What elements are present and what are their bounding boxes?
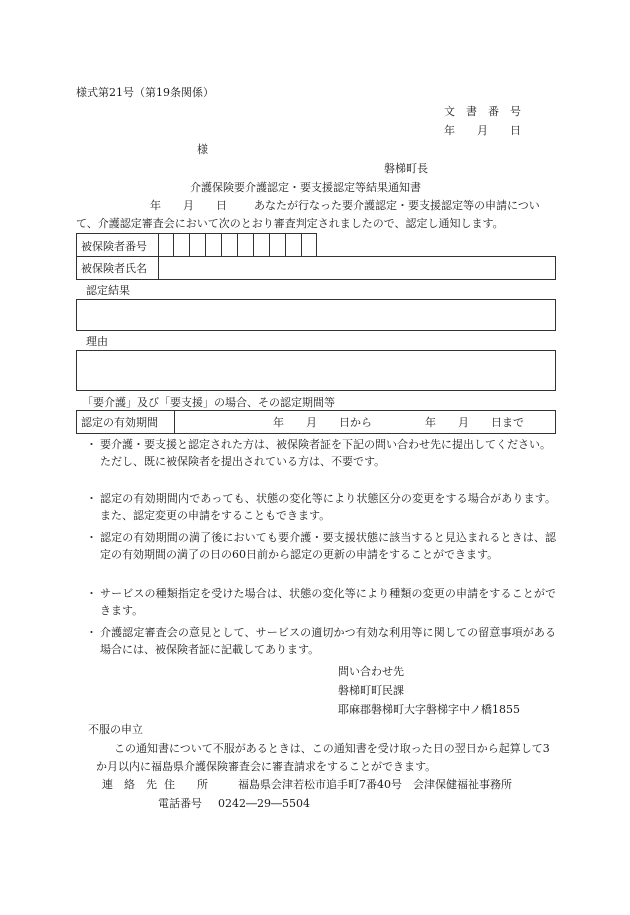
issuer-name: 磐梯町長 <box>384 162 428 175</box>
insured-number-digit[interactable] <box>238 234 254 257</box>
note-item <box>86 586 556 619</box>
note-subtext: ただし、既に被保険者を提出されている方は、不要です。 <box>100 454 386 468</box>
validity-period-row <box>76 410 556 434</box>
form-number: 様式第21号（第19条関係） <box>76 86 214 99</box>
validity-from: 年 月 日から <box>273 416 372 429</box>
phone-label: 電話番号 <box>158 797 202 810</box>
certification-result-label: 認定結果 <box>86 284 130 297</box>
contact-label: 問い合わせ先 <box>338 665 404 678</box>
insured-name-label: 被保険者氏名 <box>77 257 159 279</box>
insured-number-label: 被保険者番号 <box>77 234 159 257</box>
insured-number-digit[interactable] <box>174 234 190 257</box>
bullet-mark: ・ <box>86 438 97 451</box>
liaison-address: 福島県会津若松市追手町7番40号 会津保健福祉事務所 <box>238 778 512 791</box>
note-text: 認定の有効期間の満了後においても要介護・要支援状態に該当すると見込まれるときは、認定の有効期間の満了の日の60日前から認定の更新の申請をすることができます。 <box>100 531 556 561</box>
note-text: 要介護・要支援と認定された方は、被保険者証を下記の問い合わせ先に提出してください。 <box>100 438 551 451</box>
bullet-mark: ・ <box>86 531 97 544</box>
reason-label: 理由 <box>86 335 108 348</box>
note-item <box>86 491 556 524</box>
note-item <box>86 437 556 470</box>
intro-line-2: て、介護認定審査会において次のとおり審査判定されましたので、認定し通知します。 <box>76 217 504 230</box>
period-heading: 「要介護」及び「要支援」の場合、その認定期間等 <box>82 396 335 409</box>
insured-number-digit[interactable] <box>270 234 286 257</box>
notice-title: 介護保険要介護認定・要支援認定等結果通知書 <box>190 181 421 194</box>
liaison-address-label: 住 所 <box>164 778 208 791</box>
note-item <box>86 530 556 563</box>
insured-number-row <box>76 233 317 257</box>
liaison-label: 連 絡 先 <box>102 778 157 791</box>
contact-address: 耶麻郡磐梯町大字磐梯字中ノ橋1855 <box>338 703 520 716</box>
phone-number: 0242―29―5504 <box>218 797 310 810</box>
insured-number-digit[interactable] <box>254 234 270 257</box>
contact-office: 磐梯町町民課 <box>338 684 404 697</box>
validity-to: 年 月 日まで <box>425 416 524 429</box>
insured-number-digit[interactable] <box>190 234 206 257</box>
insured-number-digit[interactable] <box>222 234 238 257</box>
note-text: サービスの種類指定を受けた場合は、状態の変化等により種類の変更の申請をすることができます。 <box>100 587 556 617</box>
reason-box[interactable] <box>76 350 556 391</box>
insured-number-digit[interactable] <box>158 234 174 257</box>
validity-period-label: 認定の有効期間 <box>77 411 175 433</box>
intro-date: 年 月 日 <box>150 199 227 212</box>
insured-name-row <box>76 256 556 280</box>
insured-number-digit[interactable] <box>302 234 316 257</box>
bullet-mark: ・ <box>86 492 97 505</box>
note-text: 介護認定審査会の意見として、サービスの適切かつ有効な利用等に関しての留意事項がある場合には、被保険者証に記載してあります。 <box>100 626 556 656</box>
issue-date-label: 年 月 日 <box>444 124 521 137</box>
intro-line-1: あなたが行なった要介護認定・要支援認定等の申請につい <box>254 199 540 212</box>
insured-number-digit[interactable] <box>286 234 302 257</box>
objection-heading: 不服の申立 <box>88 723 143 736</box>
addressee-suffix: 様 <box>197 143 208 156</box>
certification-result-box[interactable] <box>76 299 556 331</box>
bullet-mark: ・ <box>86 587 97 600</box>
insured-number-digit[interactable] <box>206 234 222 257</box>
note-text: 認定の有効期間内であっても、状態の変化等により状態区分の変更をする場合があります。また、認定変更の申請をすることもできます。 <box>100 492 556 522</box>
document-number-label: 文 書 番 号 <box>444 105 521 118</box>
note-item <box>86 625 556 658</box>
bullet-mark: ・ <box>86 626 97 639</box>
objection-text: この通知書について不服があるときは、この通知書を受け取った日の翌日から起算して3か月以内に福島県介護保険審査会に審査請求をすることができます。 <box>96 742 550 773</box>
